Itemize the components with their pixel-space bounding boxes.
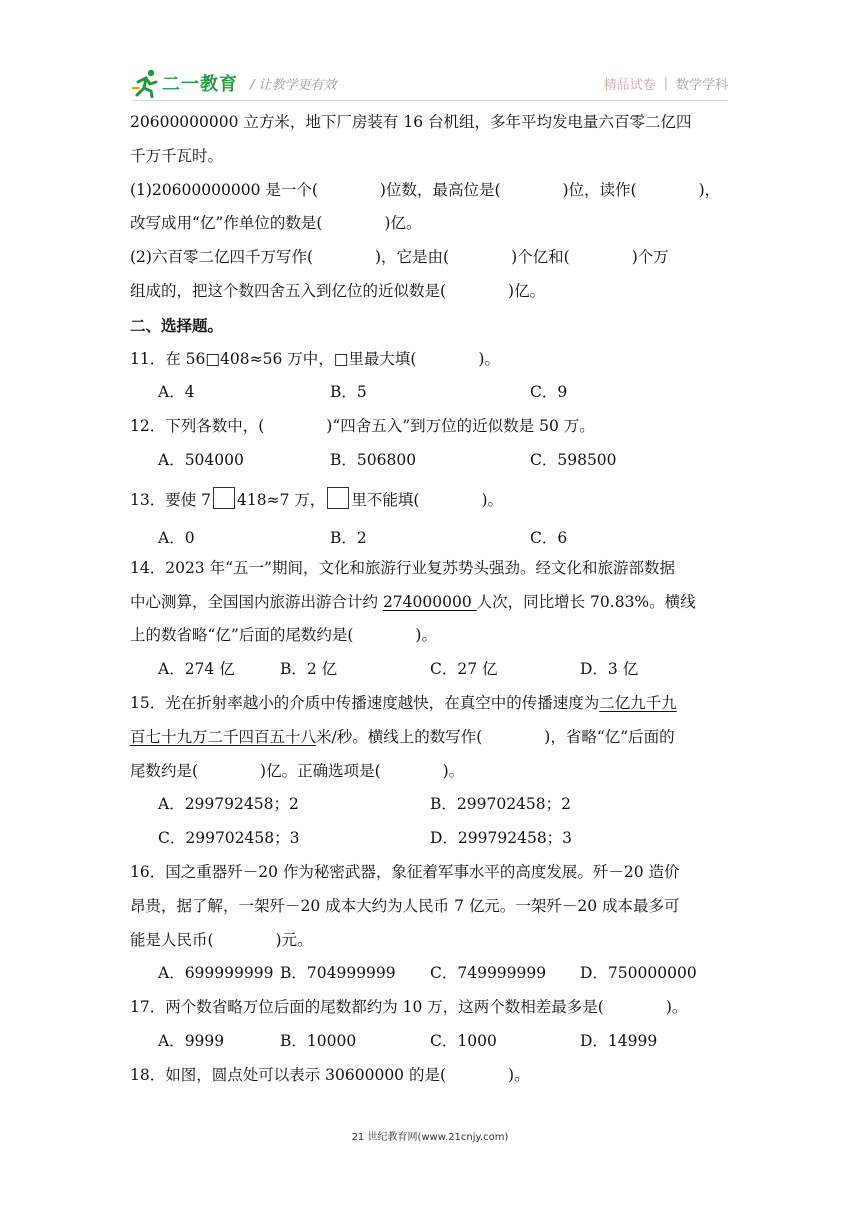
option: A．274 亿 bbox=[158, 660, 235, 679]
option: B．299702458；2 bbox=[430, 795, 572, 814]
q15-text: 米/秒。横线上的数写作( )，省略“亿”后面的 bbox=[316, 727, 675, 746]
option: C．749999999 bbox=[430, 964, 547, 983]
question-14: 14．2023 年“五一”期间，文化和旅游行业复苏势头强劲。经文化和旅游部数据 bbox=[130, 558, 675, 577]
tag-premium: 精品试卷 bbox=[603, 78, 656, 93]
option: B．10000 bbox=[280, 1031, 357, 1050]
option: A．0 bbox=[158, 528, 195, 547]
option: B．506800 bbox=[330, 450, 417, 469]
option: D．3 亿 bbox=[580, 660, 639, 679]
question-16: 16．国之重器歼－20 作为秘密武器，象征着军事水平的高度发展。歼－20 造价 bbox=[130, 862, 680, 881]
options-q15-row2 bbox=[130, 822, 730, 856]
q13-part: 里不能填( )。 bbox=[351, 490, 503, 509]
text-line: 组成的，把这个数四舍五入到亿位的近似数是( )亿。 bbox=[130, 281, 546, 300]
options-q16 bbox=[130, 957, 730, 991]
text-line: 20600000000 立方米，地下厂房装有 16 台机组，多年平均发电量六百零二亿四 bbox=[130, 113, 692, 131]
brand-name: 二一教育 bbox=[162, 74, 238, 95]
option: A．9999 bbox=[158, 1031, 225, 1050]
exam-content bbox=[130, 106, 730, 1093]
question-17: 17．两个数省略万位后面的尾数都约为 10 万，这两个数相差最多是( )。 bbox=[130, 998, 688, 1017]
q15-underlined-text: 百七十九万二千四百五十八 bbox=[130, 727, 317, 746]
option: C．9 bbox=[530, 383, 568, 402]
question-13 bbox=[130, 478, 730, 522]
option: A．504000 bbox=[158, 450, 244, 469]
tag-subject: 数学学科 bbox=[675, 78, 728, 93]
q14-text: 人次，同比增长 70.83%。横线 bbox=[476, 592, 696, 611]
question-15 bbox=[130, 687, 730, 721]
option: D．750000000 bbox=[580, 964, 697, 983]
brand-logo bbox=[132, 66, 337, 100]
option: B．2 亿 bbox=[280, 660, 338, 679]
options-q15-row1 bbox=[130, 788, 730, 822]
option: B．704999999 bbox=[280, 964, 396, 983]
text-line: 千万千瓦时。 bbox=[130, 146, 224, 165]
option: C．27 亿 bbox=[430, 660, 498, 679]
text-line: (1)20600000000 是一个( )位数，最高位是( )位，读作( )， bbox=[130, 180, 721, 199]
options-q13 bbox=[130, 522, 730, 552]
page-footer: 21 世纪教育网(www.21cnjy.com) bbox=[351, 1132, 509, 1143]
q15-text: 15．光在折射率越小的介质中传播速度越快，在真空中的传播速度为 bbox=[130, 693, 600, 712]
q15-underlined-text: 二亿九千九 bbox=[599, 693, 677, 712]
q13-part: 418≈7 万， bbox=[237, 490, 326, 509]
options-q12 bbox=[130, 444, 730, 478]
option: C．598500 bbox=[530, 450, 617, 469]
question-14-line3: 上的数省略“亿”后面的尾数约是( )。 bbox=[130, 626, 437, 645]
q13-part: 13．要使 7 bbox=[130, 490, 212, 509]
text-line: 改写成用“亿”作单位的数是( )亿。 bbox=[130, 214, 422, 233]
runner-icon bbox=[132, 68, 160, 98]
question-16-line2: 昂贵，据了解，一架歼－20 成本大约为人民币 7 亿元。一架歼－20 成本最多可 bbox=[130, 896, 680, 915]
option: A．4 bbox=[158, 383, 195, 402]
q14-underlined-number: 274000000 bbox=[382, 592, 477, 611]
option: B．2 bbox=[330, 528, 367, 547]
option: B．5 bbox=[330, 383, 367, 402]
blank-box bbox=[213, 487, 235, 509]
option: D．299792458；3 bbox=[430, 829, 573, 848]
option: C．1000 bbox=[430, 1031, 497, 1050]
header-divider bbox=[132, 100, 728, 101]
blank-box bbox=[327, 487, 349, 509]
text-line: (2)六百零二亿四千万写作( )，它是由( )个亿和( )个万 bbox=[130, 248, 669, 267]
options-q17 bbox=[130, 1025, 730, 1059]
header-tags bbox=[604, 74, 728, 93]
options-q14 bbox=[130, 653, 730, 687]
option: A．299792458；2 bbox=[158, 795, 299, 814]
question-12: 12．下列各数中，( )“四舍五入”到万位的近似数是 50 万。 bbox=[130, 417, 595, 436]
option: C．299702458；3 bbox=[158, 829, 300, 848]
option: C．6 bbox=[530, 528, 568, 547]
option: D．14999 bbox=[580, 1031, 658, 1050]
question-16-line3: 能是人民币( )元。 bbox=[130, 930, 313, 949]
question-15-line3: 尾数约是( )亿。正确选项是( )。 bbox=[130, 761, 465, 780]
tag-separator: | bbox=[663, 76, 668, 91]
section-heading: 二、选择题。 bbox=[130, 315, 224, 335]
question-18: 18．如图，圆点处可以表示 30600000 的是( )。 bbox=[130, 1065, 530, 1084]
options-q11 bbox=[130, 376, 730, 410]
q14-text: 中心测算，全国国内旅游出游合计约 bbox=[130, 592, 383, 611]
option: A．699999999 bbox=[158, 964, 274, 983]
brand-slogan: / 让教学更有效 bbox=[250, 77, 337, 93]
question-14-line2 bbox=[130, 586, 730, 620]
question-11: 11．在 56□408≈56 万中，□里最大填( )。 bbox=[130, 349, 500, 368]
page-header bbox=[0, 0, 860, 100]
question-15-line2 bbox=[130, 721, 730, 755]
